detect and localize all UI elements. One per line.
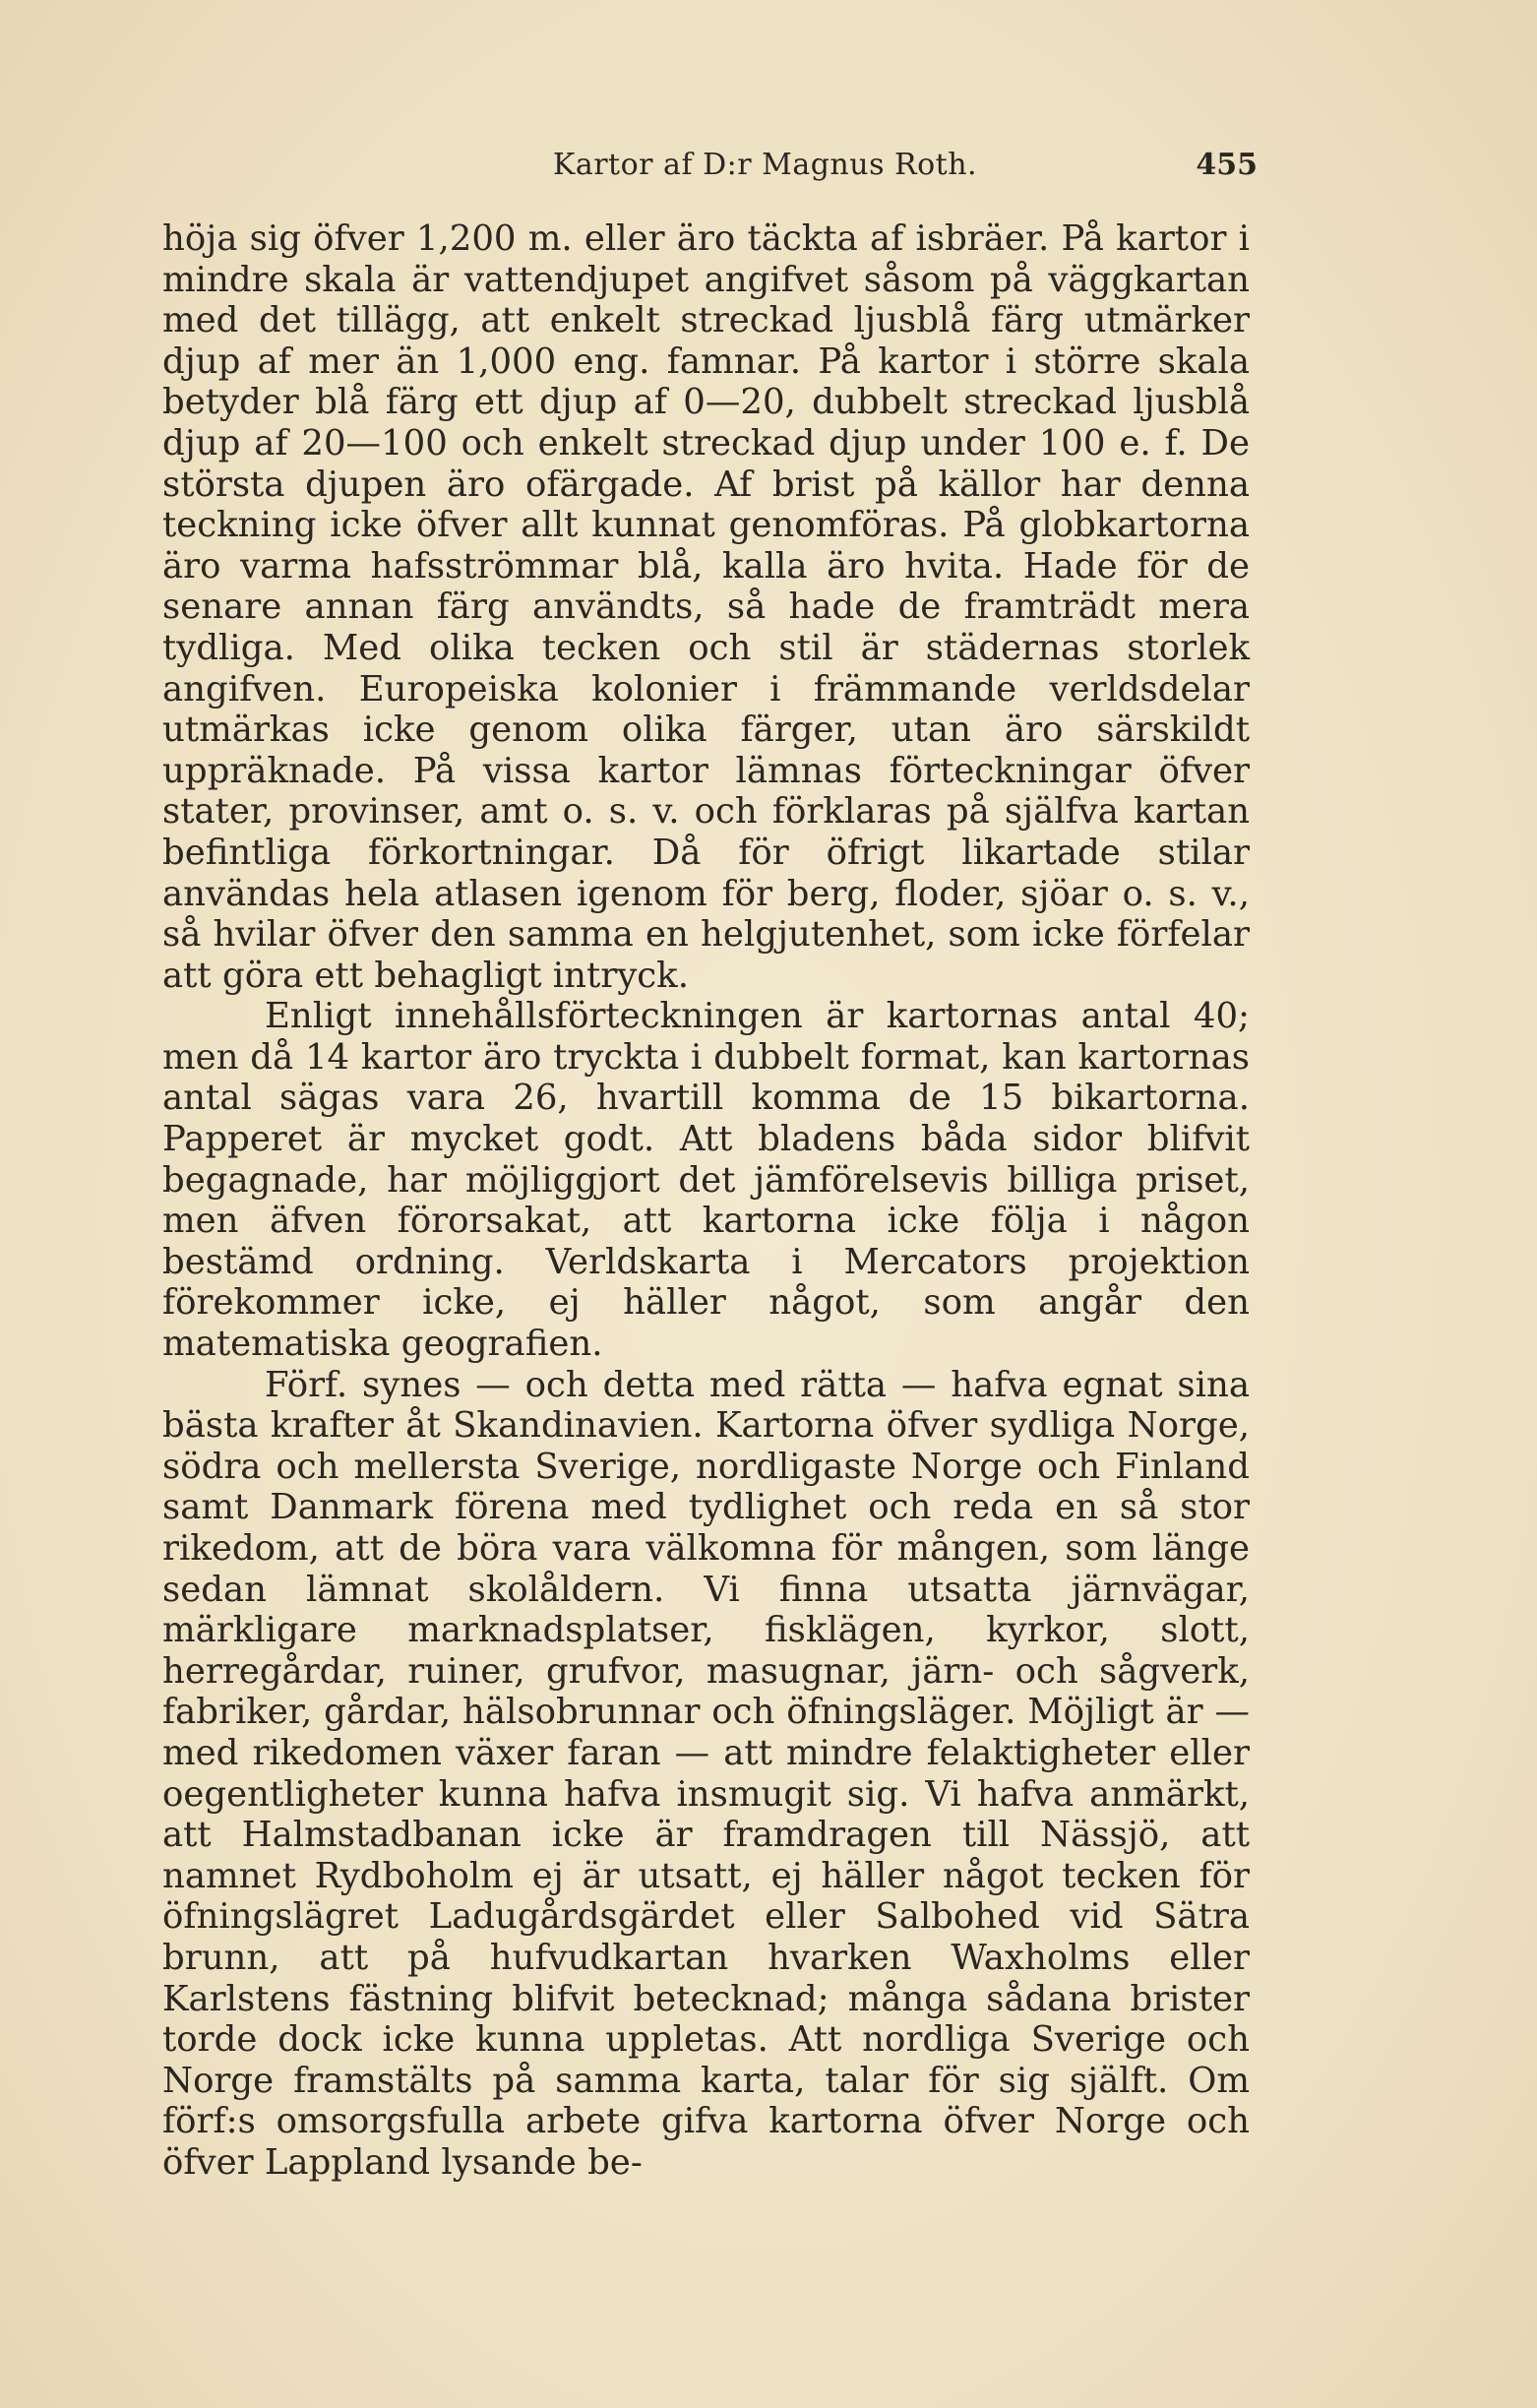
paragraph-3: Förf. synes — och detta med rätta — hafva egnat sina bästa krafter åt Skandinavien. Kartorna öfver sydliga Norge, södra och mellersta Sverige, nordligaste Norge och Finland samt Danmark förena med tydlighet och reda en så stor rikedom, att de böra vara välkomna för mången, som länge sedan lämnat skolåldern. Vi finna utsatta järnvägar, märkligare marknadsplatser, fisklägen, kyrkor, slott, herregårdar, ruiner, grufvor, masugnar, järn- och sågverk, fabriker, gårdar, hälsobrunnar och öfningsläger. Möjligt är — med rikedomen växer faran — att mindre felaktigheter eller oegentligheter kunna hafva insmugit sig. Vi hafva anmärkt, att Halmstadbanan icke är framdragen till Nässjö, att namnet Rydboholm ej är utsatt, ej häller något tecken för öfningslägret Ladugårdsgärdet eller Salbohed vid Sätra brunn, att på hufvudkartan hvarken Waxholms eller Karlstens fästning blifvit betecknad; många sådana brister torde dock icke kunna uppletas. Att nordliga Sverige och Norge framstälts på samma karta, talar för sig själft. Om förf:s omsorgsfulla arbete gifva kartorna öfver Norge och öfver Lappland lysande be- (162, 1364, 1250, 2183)
running-head-title: Kartor af D:r Magnus Roth. (552, 148, 978, 182)
body-text (162, 218, 1250, 2184)
paragraph-2: Enligt innehållsförteckningen är kartornas antal 40; men då 14 kartor äro tryckta i dubbelt format, kan kartornas antal sägas vara 26, hvartill komma de 15 bikartorna. Papperet är mycket godt. Att bladens båda sidor blifvit begagnade, har möjliggjort det jämförelsevis billiga priset, men äfven förorsakat, att kartorna icke följa i någon bestämd ordning. Verldskarta i Mercators projektion förekommer icke, ej häller något, som angår den matematiska geografien. (162, 996, 1250, 1365)
running-head (162, 148, 1258, 207)
paragraph-1: höja sig öfver 1,200 m. eller äro täckta af isbräer. På kartor i mindre skala är vattendjupet angifvet såsom på väggkartan med det tillägg, att enkelt streckad ljusblå färg utmärker djup af mer än 1,000 eng. famnar. På kartor i större skala betyder blå färg ett djup af 0—20, dubbelt streckad ljusblå djup af 20—100 och enkelt streckad djup under 100 e. f. De största djupen äro ofärgade. Af brist på källor har denna teckning icke öfver allt kunnat genomföras. På globkartorna äro varma hafsströmmar blå, kalla äro hvita. Hade för de senare annan färg användts, så hade de framträdt mera tydliga. Med olika tecken och stil är städernas storlek angifven. Europeiska kolonier i främmande verldsdelar utmärkas icke genom olika färger, utan äro särskildt uppräknade. På vissa kartor lämnas förteckningar öfver stater, provinser, amt o. s. v. och förklaras på själfva kartan befintliga förkortningar. Då för öfrigt likartade stilar användas hela atlasen igenom för berg, floder, sjöar o. s. v., så hvilar öfver den samma en helgjutenhet, som icke förfelar att göra ett behagligt intryck. (162, 218, 1250, 996)
page-number: 455 (1196, 148, 1258, 182)
